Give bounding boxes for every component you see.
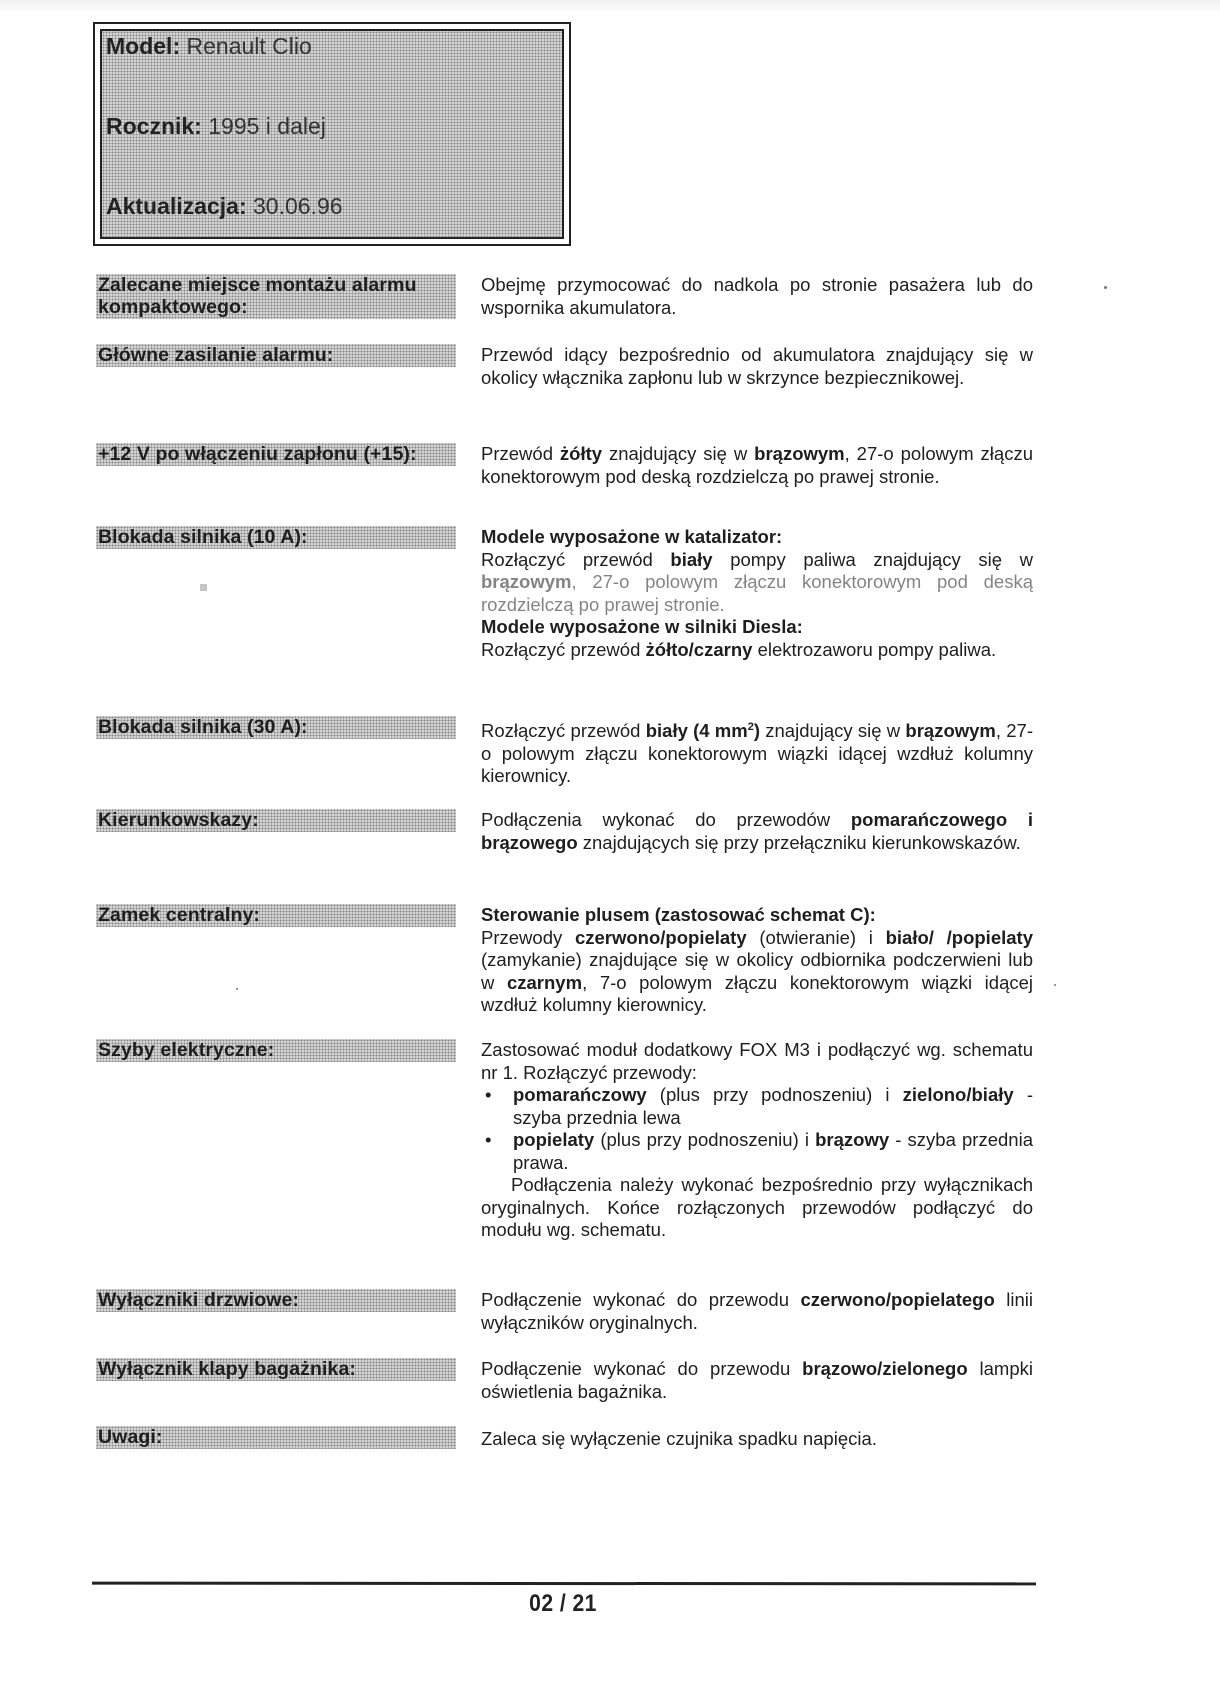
row-content-trunk-switch: Podłączenie wykonać do przewodu brązowo/zielonego lampki oświetlenia bagażnika. [481,1358,1033,1402]
row-content-mounting-location: Obejmę przymocować do nadkola po stronie pasażera lub do wspornika akumulatora. [481,274,1033,318]
row-label-ignition-12v: +12 V po włączeniu zapłonu (+15): [96,443,456,466]
update-label: Aktualizacja: [106,193,247,219]
scan-speck [1054,984,1056,986]
scan-speck [200,584,207,591]
page-number: 02 / 21 [529,1590,597,1617]
bullet-icon: • [485,1129,492,1150]
year-line [106,113,326,140]
row-label-mounting-location: Zalecane miejsce montażu alarmu kompaktowego: [96,274,456,319]
row-label-engine-block-10a: Blokada silnika (10 A): [96,526,456,549]
vehicle-info-inner [100,29,564,239]
row-content-ignition-12v: Przewód żółty znajdujący się w brązowym, 27-o polowym złączu konektorowym pod deską rozdzielczą po prawej stronie. [481,443,1033,487]
bullet-icon: • [485,1084,492,1105]
footer-divider [92,1582,1036,1586]
update-line [106,193,343,220]
row-label-main-power: Główne zasilanie alarmu: [96,344,456,367]
row-content-central-lock: Sterowanie plusem (zastosować schemat C): Przewody czerwono/popielaty (otwieranie) i biało/ /popielaty (zamykanie) znajdujące się w okolicy odbiornika podczerwieni lub w czarnym, 7-o polowym złączu konektorowym wiązki idącej wzdłuż kolumny kierownicy. [481,904,1034,1015]
list-item: • pomarańczowy (plus przy podnoszeniu) i zielono/biały - szyba przednia lewa [485,1084,1033,1128]
row-content-engine-block-30a: Rozłączyć przewód biały (4 $mm^2$) znajdujący się w brązowym, 27-o polowym złączu konektorowym wiązki idącej wzdłuż kolumny kierownicy. [481,720,1033,787]
vehicle-info-box [93,22,571,246]
row-label-turn-signals: Kierunkowskazy: [96,809,456,832]
scan-speck [1104,286,1107,289]
row-content-door-switches: Podłączenie wykonać do przewodu czerwono/popielatego linii wyłączników oryginalnych. [481,1289,1033,1333]
list-item: • popielaty (plus przy podnoszeniu) i brązowy - szyba przednia prawa. [485,1129,1033,1173]
row-content-turn-signals: Podłączenia wykonać do przewodów pomarańczowego i brązowego znajdujących się przy przełączniku kierunkowskazów. [481,809,1033,853]
scan-speck [236,988,238,990]
row-content-main-power: Przewód idący bezpośrednio od akumulatora znajdujący się w okolicy włącznika zapłonu lub w skrzynce bezpiecznikowej. [481,344,1033,388]
model-line [106,33,312,60]
row-content-notes: Zaleca się wyłączenie czujnika spadku napięcia. [481,1428,877,1449]
row-content-power-windows: Zastosować moduł dodatkowy FOX M3 i podłączyć wg. schematu nr 1. Rozłączyć przewody: • pomarańczowy (plus przy podnoszeniu) i zielono/biały - szyba przednia lewa • popielaty (plus przy podnoszeniu) i brązowy - szyba przednia prawa. Podłączenia należy wykonać bezpośrednio przy wyłącznikach oryginalnych. Końce rozłączonych przewodów podłączyć do modułu wg. schematu. [481,1039,1033,1240]
row-label-central-lock: Zamek centralny: [96,904,456,927]
year-label: Rocznik: [106,113,202,139]
row-label-notes: Uwagi: [96,1426,456,1449]
row-label-trunk-switch: Wyłącznik klapy bagażnika: [96,1358,456,1381]
update-value: 30.06.96 [253,193,343,219]
year-value: 1995 i dalej [208,113,326,139]
scan-edge [0,0,1220,14]
row-content-engine-block-10a: Modele wyposażone w katalizator: Rozłączyć przewód biały pompy paliwa znajdujący się w brązowym, 27-o polowym złączu konektorowym pod deską rozdzielczą po prawej stronie. Modele wyposażone w silniki Diesla: Rozłączyć przewód żółto/czarny elektrozaworu pompy paliwa. [481,526,1033,660]
row-label-power-windows: Szyby elektryczne: [96,1039,456,1062]
model-label: Model: [106,33,181,59]
model-value: Renault Clio [186,33,312,59]
row-label-door-switches: Wyłączniki drzwiowe: [96,1289,456,1312]
row-label-engine-block-30a: Blokada silnika (30 A): [96,716,456,739]
